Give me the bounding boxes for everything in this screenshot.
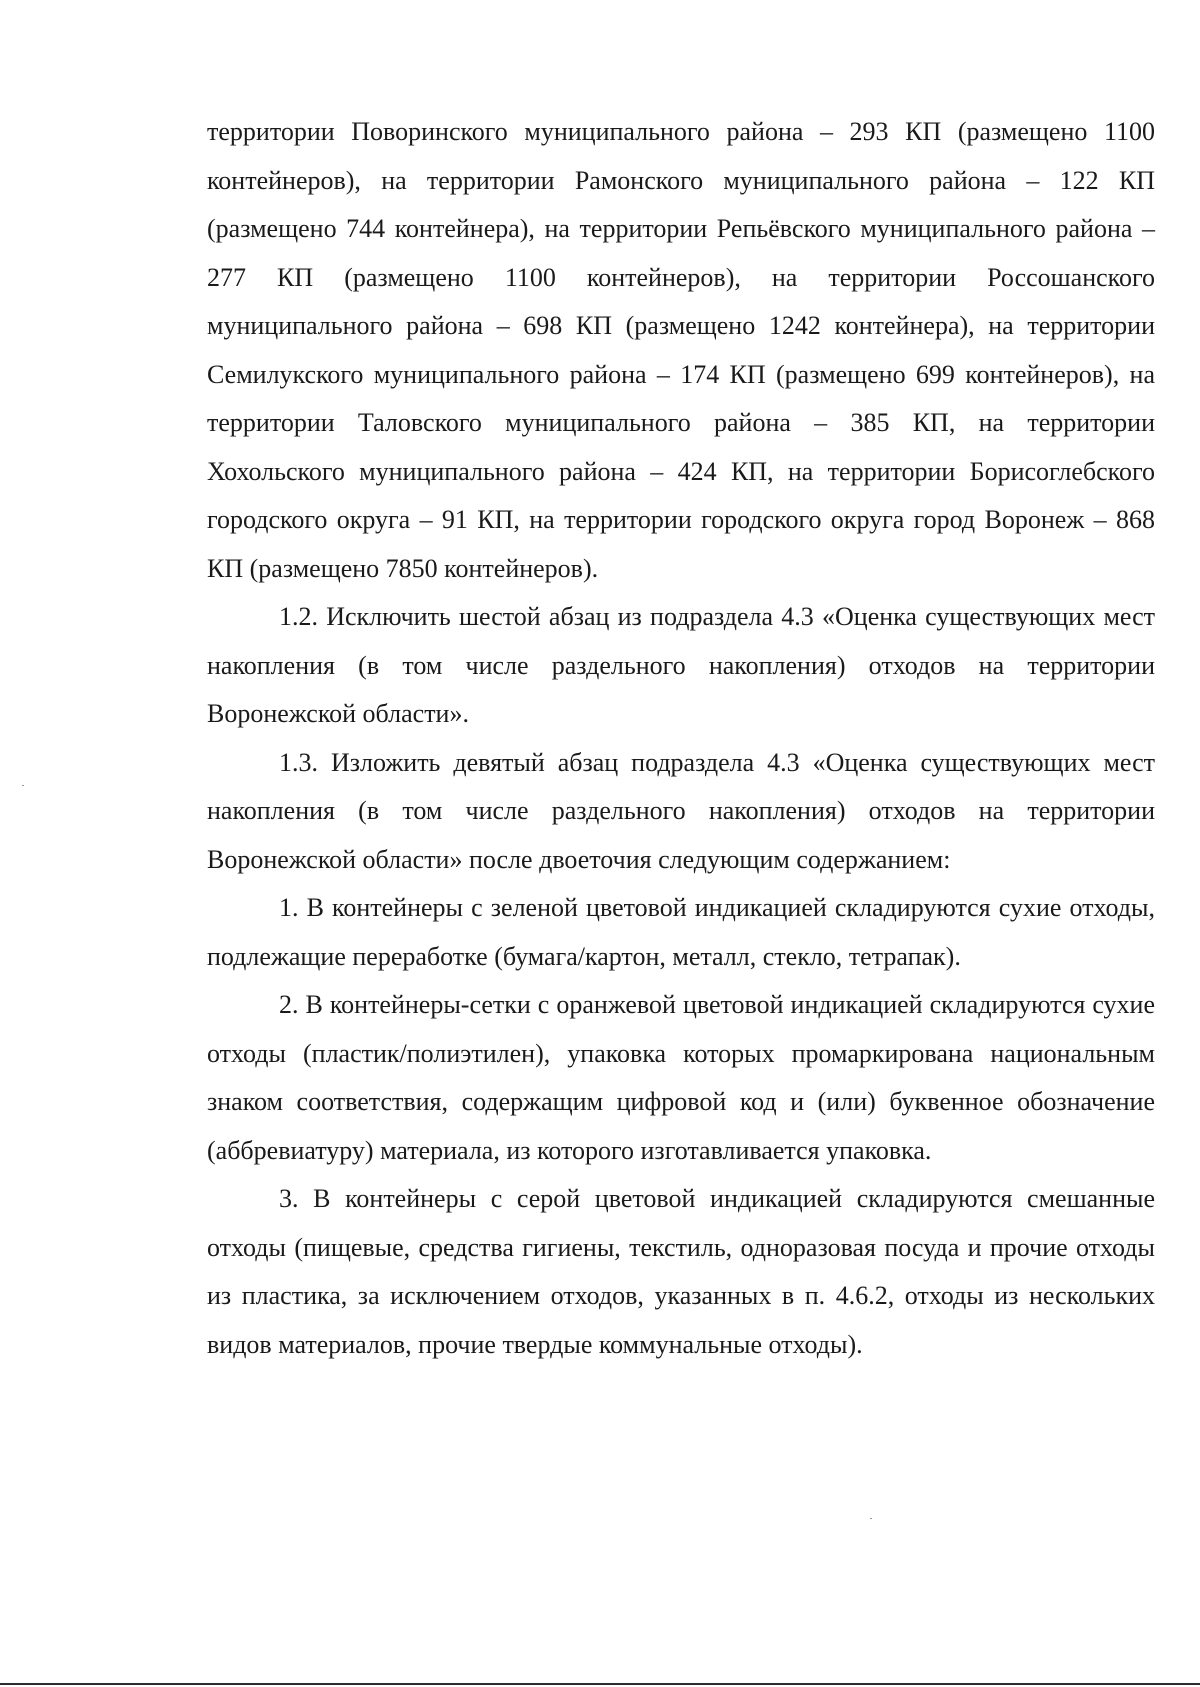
list-item-gray-containers: 3. В контейнеры с серой цветовой индикацией складируются смешанные отходы (пищевые, средства гигиены, текстиль, одноразовая посуда и прочие отходы из пластика, за исключением отходов, указанных в п. 4.6.2, отходы из нескольких видов материалов, прочие твердые коммунальные отходы).	[207, 1184, 1155, 1359]
document-body	[207, 108, 1155, 1369]
scan-speck	[870, 1518, 872, 1519]
scan-speck	[22, 785, 24, 786]
scan-edge-line	[0, 1683, 1200, 1685]
list-item-green-containers: 1. В контейнеры с зеленой цветовой индикацией складируются сухие отходы, подлежащие переработке (бумага/картон, металл, стекло, тетрапак).	[207, 893, 1155, 971]
paragraph-1-3: 1.3. Изложить девятый абзац подраздела 4.3 «Оценка существующих мест накопления (в том числе раздельного накопления) отходов на территории Воронежской области» после двоеточия следующим содержанием:	[207, 747, 1155, 874]
list-item-orange-containers: 2. В контейнеры-сетки с оранжевой цветовой индикацией складируются сухие отходы (пластик/полиэтилен), упаковка которых промаркирована национальным знаком соответствия, содержащим цифровой код и (или) буквенное обозначение (аббревиатуру) материала, из которого изготавливается упаковка.	[207, 990, 1155, 1165]
paragraph-1-2: 1.2. Исключить шестой абзац из подраздела 4.3 «Оценка существующих мест накопления (в том числе раздельного накопления) отходов на территории Воронежской области».	[207, 602, 1155, 728]
paragraph-district-list: территории Поворинского муниципального района – 293 КП (размещено 1100 контейнеров), на территории Рамонского муниципального района – 122 КП (размещено 744 контейнера), на территории Репьёвского муниципального района – 277 КП (размещено 1100 контейнеров), на территории Россошанского муниципального района – 698 КП (размещено 1242 контейнера), на территории Семилукского муниципального района – 174 КП (размещено 699 контейнеров), на территории Таловского муниципального района – 385 КП, на территории Хохольского муниципального района – 424 КП, на территории Борисоглебского городского округа – 91 КП, на территории городского округа город Воронеж – 868 КП (размещено 7850 контейнеров).	[207, 117, 1155, 583]
